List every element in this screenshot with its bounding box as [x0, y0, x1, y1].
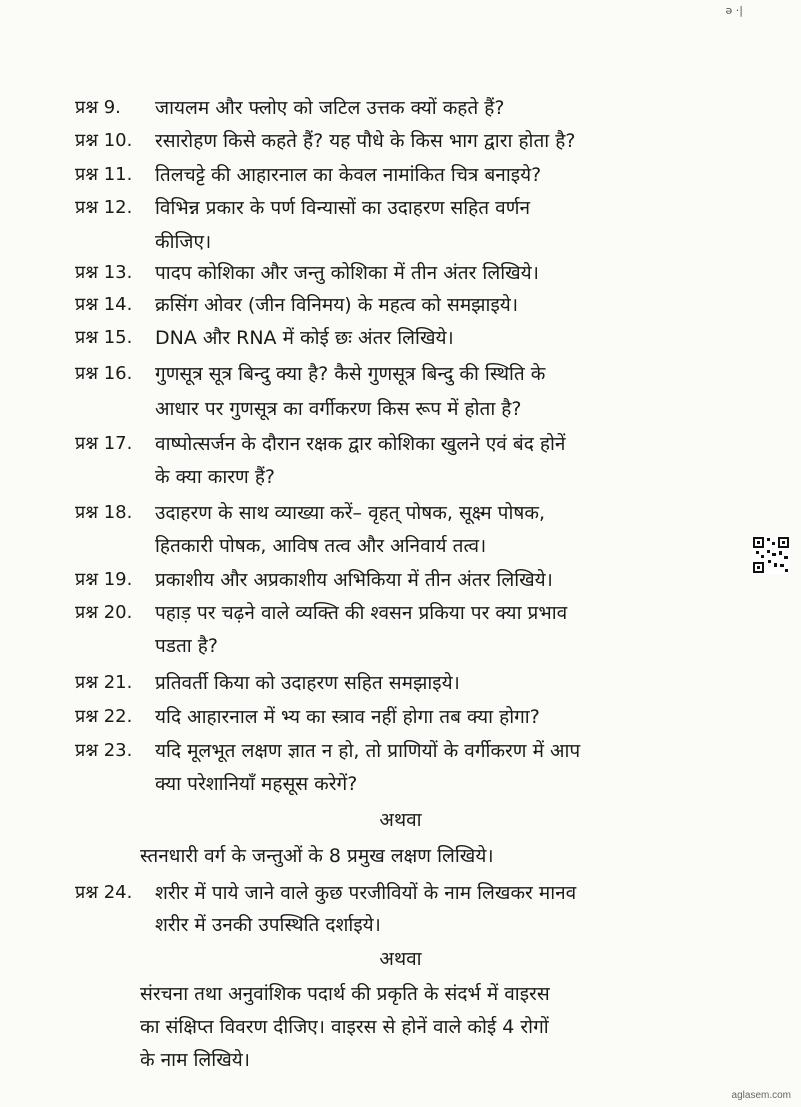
- footer-watermark: aglasem.com: [731, 1090, 791, 1101]
- question-text: वाष्पोत्सर्जन के दौरान रक्षक द्वार कोशिका खुलने एवं बंद होनें: [155, 433, 566, 455]
- question-24-cont: शरीर में उनकी उपस्थिति दर्शाइये।: [155, 914, 381, 936]
- question-number: प्रश्न 14.: [75, 294, 133, 315]
- or-label: अथवा: [379, 948, 422, 970]
- question-number: प्रश्न 19.: [75, 569, 133, 590]
- question-text: पादप कोशिका और जन्तु कोशिका में तीन अंतर लिखिये।: [155, 262, 539, 284]
- question-number: प्रश्न 22.: [75, 706, 133, 727]
- question-number: प्रश्न 21.: [75, 672, 133, 693]
- question-text: क्रसिंग ओवर (जीन विनिमय) के महत्व को समझाइये।: [155, 294, 519, 316]
- question-number: प्रश्न 20.: [75, 602, 133, 623]
- question-text: शरीर में पाये जाने वाले कुछ परजीवियों के नाम लिखकर मानव: [155, 882, 577, 904]
- question-text: प्रकाशीय और अप्रकाशीय अभिकिया में तीन अंतर लिखिये।: [155, 569, 553, 591]
- page-mark: ə ·|: [725, 4, 743, 17]
- question-text: प्रतिवर्ती किया को उदाहरण सहित समझाइये।: [155, 672, 460, 694]
- question-number: प्रश्न 13.: [75, 262, 133, 283]
- question-16-cont: आधार पर गुणसूत्र का वर्गीकरण किस रूप में होता है?: [155, 398, 522, 420]
- question-24-alt-line-3: के नाम लिखिये।: [140, 1049, 250, 1071]
- question-17-cont: के क्या कारण हैं?: [155, 466, 276, 488]
- question-number: प्रश्न 24.: [75, 882, 133, 903]
- question-text: जायलम और फ्लोए को जटिल उत्तक क्यों कहते हैं?: [155, 97, 505, 119]
- question-23-alternative: स्तनधारी वर्ग के जन्तुओं के 8 प्रमुख लक्षण लिखिये।: [140, 845, 494, 867]
- qr-code-icon: [752, 536, 790, 574]
- question-number: प्रश्न 11.: [75, 164, 133, 185]
- question-text: उदाहरण के साथ व्याख्या करें– वृहत् पोषक, सूक्ष्म पोषक,: [155, 502, 545, 524]
- question-18-cont: हितकारी पोषक, आविष तत्व और अनिवार्य तत्व।: [155, 535, 487, 557]
- question-number: प्रश्न 17.: [75, 433, 133, 454]
- question-24-alt-line-1: संरचना तथा अनुवांशिक पदार्थ की प्रकृति के संदर्भ में वाइरस: [140, 983, 550, 1005]
- question-text: तिलचट्टे की आहारनाल का केवल नामांकित चित्र बनाइये?: [155, 164, 542, 186]
- question-number: प्रश्न 10.: [75, 130, 133, 151]
- question-text: विभिन्न प्रकार के पर्ण विन्यासों का उदाहरण सहित वर्णन: [155, 197, 530, 219]
- question-text: रसारोहण किसे कहते हैं? यह पौधे के किस भाग द्वारा होता है?: [155, 130, 576, 152]
- question-12-cont: कीजिए।: [155, 231, 212, 253]
- question-number: प्रश्न 12.: [75, 197, 133, 218]
- question-24-alt-line-2: का संक्षिप्त विवरण दीजिए। वाइरस से होनें वाले कोई 4 रोगों: [140, 1016, 549, 1038]
- question-23-cont: क्या परेशानियाँ महसूस करेगें?: [155, 773, 358, 795]
- question-number: प्रश्न 18.: [75, 502, 133, 523]
- question-number: प्रश्न 23.: [75, 740, 133, 761]
- question-number: प्रश्न 15.: [75, 327, 133, 348]
- question-text: यदि आहारनाल में भ्य का स्त्राव नहीं होगा तब क्या होगा?: [155, 706, 540, 728]
- question-text: DNA और RNA में कोई छः अंतर लिखिये।: [155, 327, 454, 349]
- or-label: अथवा: [379, 809, 422, 831]
- question-number: प्रश्न 9.: [75, 97, 121, 118]
- question-text: पहाड़ पर चढ़ने वाले व्यक्ति की श्वसन प्रकिया पर क्या प्रभाव: [155, 602, 568, 624]
- question-text: गुणसूत्र सूत्र बिन्दु क्या है? कैसे गुणसूत्र बिन्दु की स्थिति के: [155, 363, 546, 385]
- question-20-cont: पडता है?: [155, 635, 218, 657]
- question-number: प्रश्न 16.: [75, 363, 133, 384]
- question-text: यदि मूलभूत लक्षण ज्ञात न हो, तो प्राणियों के वर्गीकरण में आप: [155, 740, 581, 762]
